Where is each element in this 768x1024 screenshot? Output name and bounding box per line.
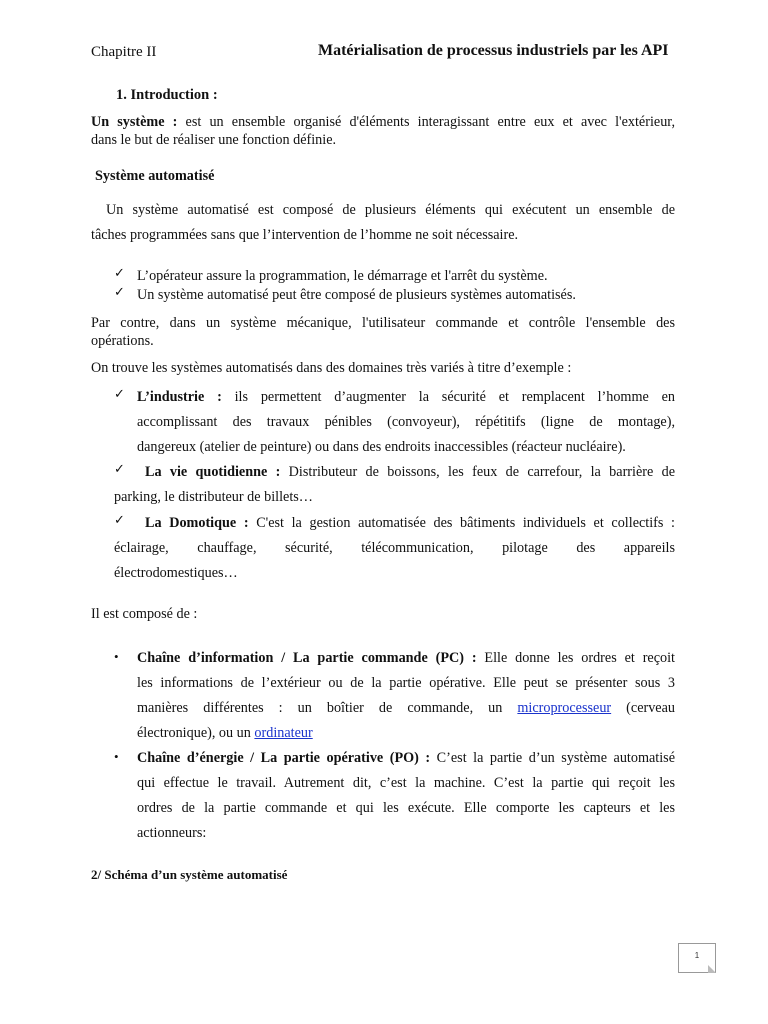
header-reflection — [88, 62, 672, 74]
industry-line-3: dangereux (atelier de peinture) ou dans des endroits inaccessibles (réacteur nucléaire). — [137, 439, 626, 455]
domotique-term: La Domotique : — [145, 515, 249, 531]
pc-term: Chaîne d’information / La partie commande (PC) : — [137, 650, 477, 666]
page-fold-icon — [708, 965, 716, 973]
section-heading-introduction: 1. Introduction : — [116, 87, 218, 103]
po-line-3: ordres de la partie commande et qui les exécute. Elle comporte les capteurs et les — [137, 800, 675, 816]
daily-line-2: parking, le distributeur de billets… — [114, 489, 313, 505]
page-number-box — [678, 943, 716, 973]
section-heading-schema: 2/ Schéma d’un système automatisé — [91, 867, 288, 882]
industry-term: L’industrie : — [137, 389, 222, 405]
pc-line-1: Chaîne d’information / La partie commande (PC) : Elle donne les ordres et reçoit — [137, 650, 675, 666]
definition-line-1: Un système : est un ensemble organisé d'éléments interagissant entre eux et avec l'extérieur, — [91, 114, 675, 130]
chapter-label: Chapitre II — [91, 44, 157, 60]
check-icon: ✓ — [114, 513, 125, 528]
chapter-title: Matérialisation de processus industriels par les API — [318, 42, 669, 59]
pc-line-2: les informations de l’extérieur ou de la partie opérative. Elle peut se présenter sous 3 — [137, 675, 675, 691]
daily-line-1: La vie quotidienne : Distributeur de boissons, les feux de carrefour, la barrière de — [145, 464, 675, 480]
contrast-line-2: opérations. — [91, 333, 154, 349]
check-item: L’opérateur assure la programmation, le démarrage et l'arrêt du système. — [137, 268, 548, 284]
automated-paragraph-line-1: Un système automatisé est composé de plusieurs éléments qui exécutent un ensemble de — [106, 202, 675, 218]
domotique-line-1: La Domotique : C'est la gestion automatisée des bâtiments individuels et collectifs : — [145, 515, 675, 531]
po-term: Chaîne d’énergie / La partie opérative (PO) : — [137, 750, 431, 766]
bullet-icon: • — [114, 749, 119, 764]
check-icon: ✓ — [114, 387, 125, 402]
definition-term: Un système : — [91, 114, 178, 130]
pc-line-3: manières différentes : un boîtier de commande, un microprocesseur (cerveau — [137, 700, 675, 716]
industry-line-1: L’industrie : ils permettent d’augmenter la sécurité et remplacent l’homme en — [137, 389, 675, 405]
microprocesseur-link[interactable]: microprocesseur — [517, 700, 612, 716]
composition-intro: Il est composé de : — [91, 606, 198, 622]
po-line-1: Chaîne d’énergie / La partie opérative (PO) : C’est la partie d’un système automatisé — [137, 750, 675, 766]
po-line-2: qui effectue le travail. Autrement dit, c’est la machine. C’est la partie qui reçoit les — [137, 775, 675, 791]
daily-term: La vie quotidienne : — [145, 464, 281, 480]
contrast-line-1: Par contre, dans un système mécanique, l'utilisateur commande et contrôle l'ensemble des — [91, 315, 675, 331]
automated-paragraph-line-2: tâches programmées sans que l’intervention de l’homme ne soit nécessaire. — [91, 227, 519, 243]
bullet-icon: • — [114, 649, 119, 664]
check-icon: ✓ — [114, 462, 125, 477]
pc-line-4: électronique), ou un ordinateur — [137, 725, 313, 741]
page-number: 1 — [694, 951, 700, 960]
domotique-line-3: électrodomestiques… — [114, 565, 238, 581]
po-line-4: actionneurs: — [137, 825, 207, 841]
check-icon: ✓ — [114, 266, 125, 281]
ordinateur-link[interactable]: ordinateur — [254, 725, 313, 741]
examples-intro: On trouve les systèmes automatisés dans des domaines très variés à titre d’exemple : — [91, 360, 572, 376]
domotique-line-2: éclairage, chauffage, sécurité, télécommunication, pilotage des appareils — [114, 540, 675, 556]
check-item: Un système automatisé peut être composé de plusieurs systèmes automatisés. — [137, 287, 576, 303]
industry-line-2: accomplissant des travaux pénibles (convoyeur), répétitifs (ligne de montage), — [137, 414, 675, 430]
check-icon: ✓ — [114, 285, 125, 300]
definition-line-2: dans le but de réaliser une fonction définie. — [91, 132, 337, 148]
subheading-systeme-automatise: Système automatisé — [95, 168, 215, 184]
